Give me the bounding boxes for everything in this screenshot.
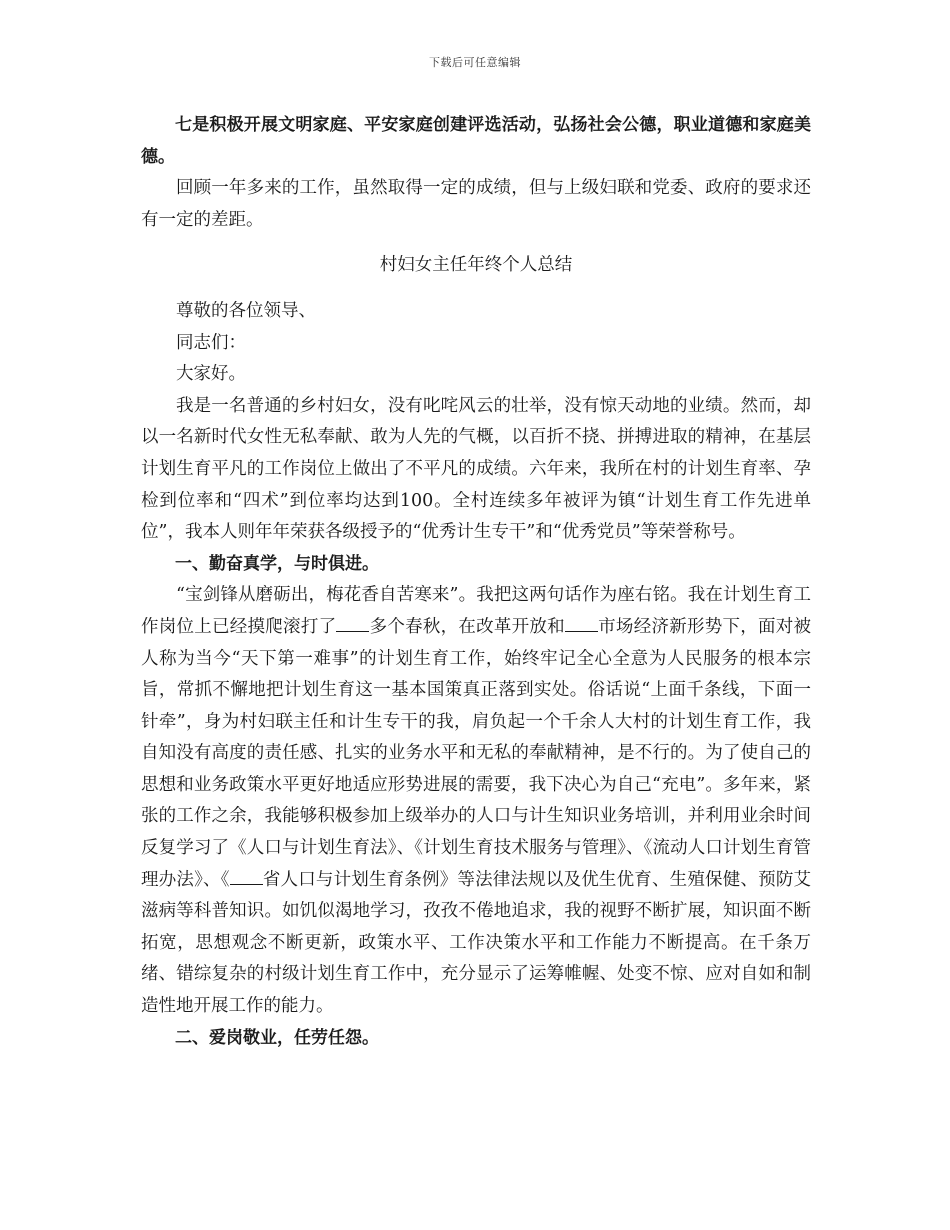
- fill-in-blank: [230, 868, 263, 885]
- paragraph-study-part-d: 省人口与计划生育条例》等法律法规以及优生优育、生殖保健、预防艾滋病等科普知识。如饥似渴地学习，孜孜不倦地追求，我的视野不断扩展，知识面不断拓宽，思想观念不断更新，政策水平、工作决策水平和工作能力不断提高。在千条万绪、错综复杂的村级计划生育工作中，充分显示了运筹帷幄、处变不惊、应对自如和制造性地开展工作的能力。: [141, 869, 812, 1017]
- greeting-hello: 大家好。: [176, 364, 246, 385]
- paragraph-review: 回顾一年多来的工作，虽然取得一定的成绩，但与上级妇联和党委、政府的要求还有一定的差距。: [141, 178, 811, 230]
- section-heading-two: 二、爱岗敬业，任劳任怨。: [175, 1027, 379, 1048]
- document-title: 村妇女主任年终个人总结: [379, 255, 573, 276]
- fill-in-blank: [565, 615, 598, 632]
- paragraph-introduction: 我是一名普通的乡村妇女，没有叱咤风云的壮举，没有惊天动地的业绩。然而，却以一名新时代女性无私奉献、敢为人先的气概，以百折不挠、拼搏进取的精神，在基层计划生育平凡的工作岗位上做出了不平凡的成绩。六年来，我所在村的计划生育率、孕检到位率和“四术”到位率均达到100。全村连续多年被评为镇“计划生育工作先进单位”，我本人则年年荣获各级授予的“优秀计生专干”和“优秀党员”等荣誉称号。: [141, 395, 811, 543]
- page-header: 下载后可任意编辑: [429, 56, 521, 69]
- greeting-comrades: 同志们：: [176, 332, 246, 353]
- greeting-leaders: 尊敬的各位领导、: [176, 300, 316, 321]
- paragraph-point-seven: 七是积极开展文明家庭、平安家庭创建评选活动，弘扬社会公德，职业道德和家庭美德。: [141, 115, 811, 167]
- paragraph-study-part-a: “宝剑锋从磨砺出，梅花香自苦寒来”。我把这两句话作为座右铭。我在计划生育工作岗位上已经摸爬滚打了: [141, 585, 811, 637]
- section-heading-one: 一、勤奋真学，与时俱进。: [175, 553, 379, 574]
- paragraph-study: [141, 580, 811, 1022]
- paragraph-study-part-c: 市场经济新形势下，面对被人称为当今“天下第一难事”的计划生育工作，始终牢记全心全意为人民服务的根本宗旨，常抓不懈地把计划生育这一基本国策真正落到实处。俗话说“上面千条线，下面一针牵”，身为村妇联主任和计生专干的我，肩负起一个千余人大村的计划生育工作，我自知没有高度的责任感、扎实的业务水平和无私的奉献精神，是不行的。为了使自己的思想和业务政策水平更好地适应形势进展的需要，我下决心为自己“充电”。多年来，紧张的工作之余，我能够积极参加上级举办的人口与计生知识业务培训，并利用业余时间反复学习了《人口与计划生育法》、《计划生育技术服务与管理》、《流动人口计划生育管理办法》、《: [141, 616, 812, 890]
- document-body: [141, 110, 811, 1054]
- paragraph-study-part-b: 多个春秋，在改革开放和: [369, 616, 565, 637]
- fill-in-blank: [336, 615, 369, 632]
